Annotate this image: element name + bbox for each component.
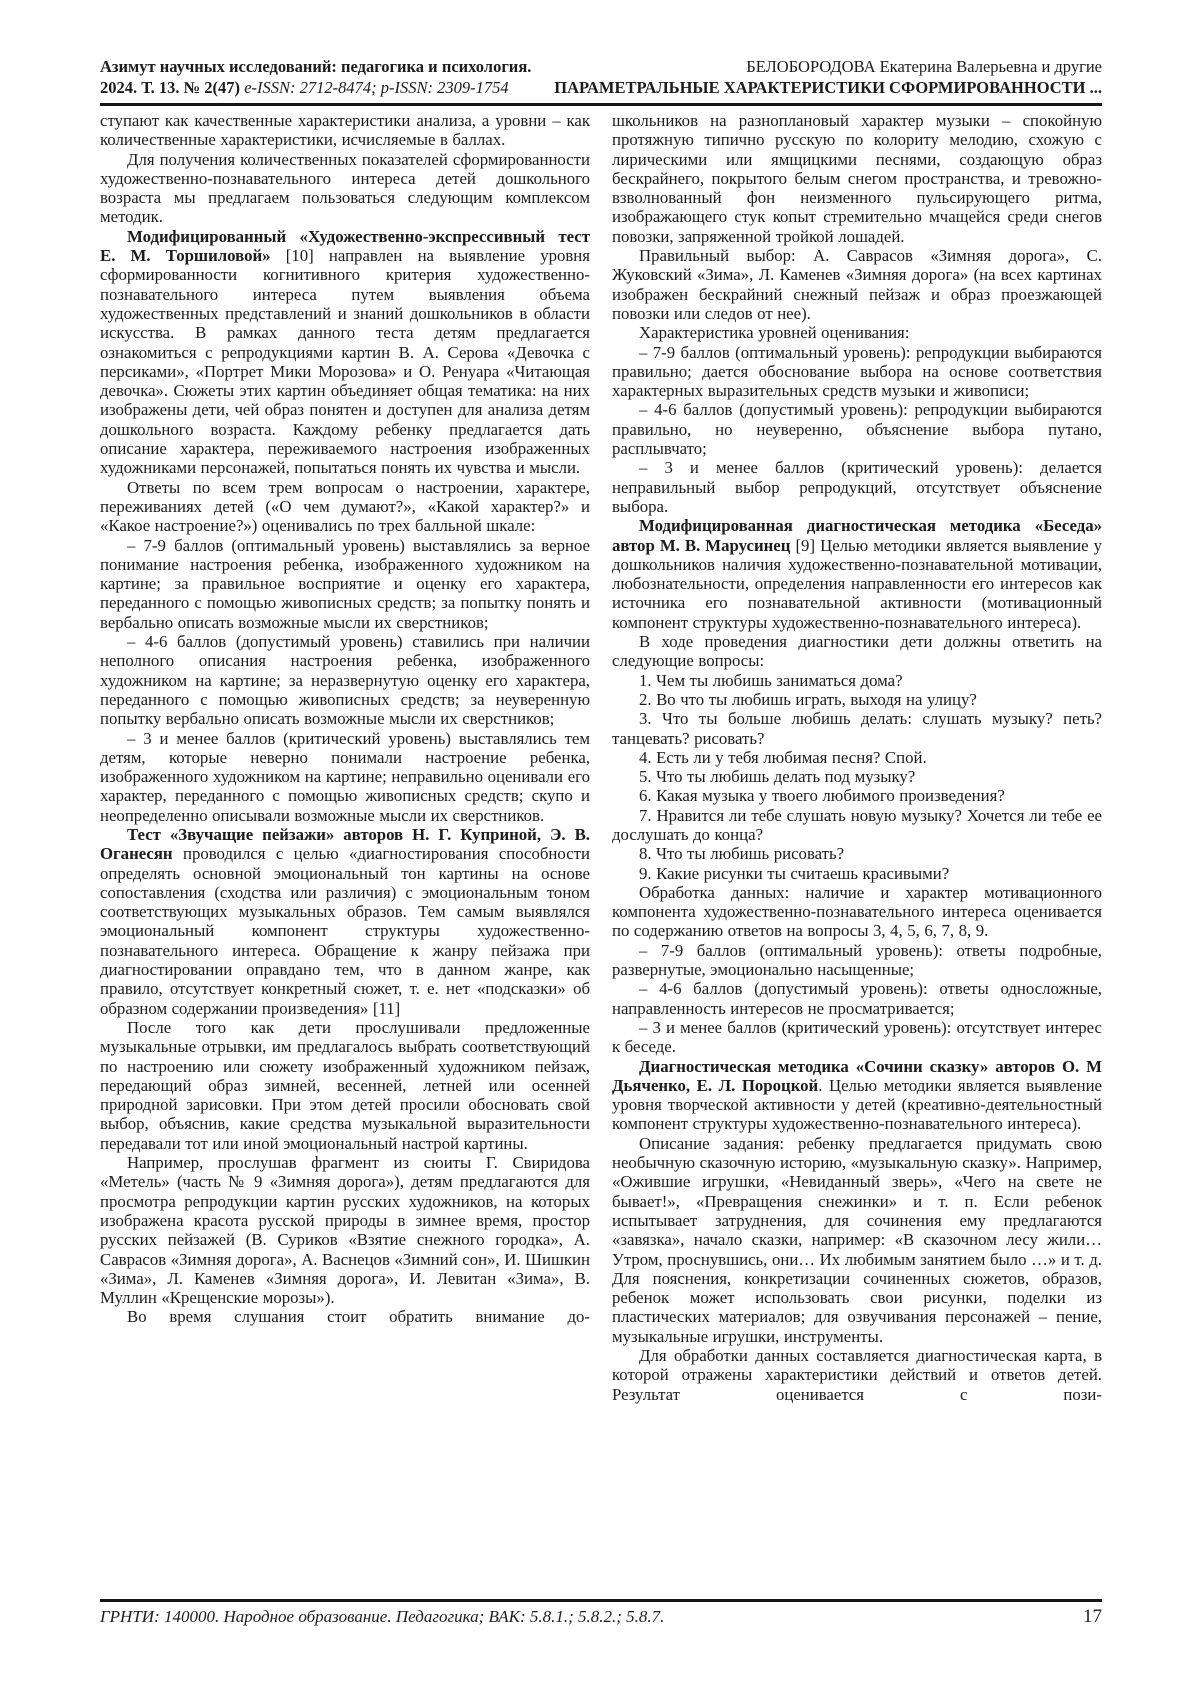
paragraph (612, 246, 1102, 323)
paragraph (612, 979, 1102, 1018)
text-run: Ответы по всем трем вопросам о настроении, характере, переживаниях детей («О чем думают?», «Какой характер?» и «Какое настроение?») оценивались по трех балльной шкале: (100, 477, 590, 536)
header-divider (100, 103, 1102, 106)
paragraph (100, 111, 590, 150)
text-run: После того как дети прослушивали предложенные музыкальные отрывки, им предлагалось выбрать соответствующий по настроению или сюжету изображенный художником пейзаж, передающий образ зимней, весенней, летней или осенней природной зарисовки. При этом детей просили обосновать свой выбор, объяснив, какие средства музыкальной выразительности передавали тот или иной эмоциональный настрой картины. (100, 1017, 590, 1153)
paragraph (612, 941, 1102, 980)
paragraph (100, 478, 590, 536)
method-title: Диагностическая методика «Сочини сказку» авторов О. М Дьяченко, Е. Л. Пороцкой (612, 1056, 1102, 1095)
paragraph (100, 1307, 590, 1326)
paragraph (100, 729, 590, 825)
issue-info (100, 77, 531, 98)
paragraph (612, 343, 1102, 401)
text-run: – 7-9 баллов (оптимальный уровень) выставлялись за верное понимание настроения ребенка, изображенного художником на картине; за правильное восприятие и оценку его характера, переданного с помощью живописных средств; за попытку понять и вербально описать возможные мысли их сверстников; (100, 535, 590, 632)
paragraph (612, 400, 1102, 458)
paragraph (100, 632, 590, 728)
running-title: ПАРАМЕТРАЛЬНЫЕ ХАРАКТЕРИСТИКИ СФОРМИРОВАННОСТИ ... (554, 78, 1102, 97)
paragraph (612, 1134, 1102, 1346)
paragraph (100, 1018, 590, 1153)
text-run: проводился с целью «диагностирования способности определять основной эмоциональный тон картины на основе сопоставления (сходства или различия) с эмоциональным тоном соответствующих музыкальных образов. Тем самым выявлялся эмоциональный компонент структуры художественно-познавательного интереса. Обращение к жанру пейзажа при диагностировании оправдано тем, что в данном жанре, как правило, отсутствует конкретный сюжет, т. е. нет «подсказки» об образном содержании произведения» [11] (100, 844, 590, 1018)
text-run: 1. Чем ты любишь заниматься дома? (639, 670, 903, 690)
text-run: Например, прослушав фрагмент из сюиты Г. Свиридова «Метель» (часть № 9 «Зимняя дорога»), детям предлагаются для просмотра репродукции картин русских художников, на которых изображена красота русской природы в зимнее время, простор русских пейзажей (В. Суриков «Взятие снежного городка», А. Саврасов «Зимняя дорога», А. Васнецов «Зимний сон», И. Шишкин «Зима», Л. Каменев «Зимняя дорога», И. Левитан «Зима», В. Муллин «Крещенские морозы»). (100, 1153, 590, 1308)
paragraph (100, 227, 590, 478)
author-line: БЕЛОБОРОДОВА Екатерина Валерьевна и другие (746, 57, 1102, 76)
paragraph (612, 1346, 1102, 1404)
paragraph (612, 844, 1102, 863)
column-left (100, 111, 590, 1404)
method-title: Модифицированная диагностическая методика «Беседа» автор М. В. Марусинец (612, 516, 1102, 555)
page-footer (100, 1606, 1102, 1628)
article-body (100, 111, 1102, 1404)
text-run: ступают как качественные характеристики анализа, а уровни – как количественные характеристики, исчисляемые в баллах. (100, 111, 590, 150)
text-run: Во время слушания стоит обратить внимание до- (127, 1307, 590, 1327)
text-run: В ходе проведения диагностики дети должны ответить на следующие вопросы: (612, 632, 1102, 671)
paragraph (612, 709, 1102, 748)
text-run: – 4-6 баллов (допустимый уровень): репродукции выбираются правильно, но неуверенно, объяснение выбора путано, расплывчато; (612, 400, 1102, 459)
text-run: – 3 и менее баллов (критический уровень): делается неправильный выбор репродукций, отсутствует объяснение выбора. (612, 458, 1102, 516)
issue-issn: e-ISSN: 2712-8474; p-ISSN: 2309-1754 (244, 78, 509, 97)
paragraph (612, 458, 1102, 516)
text-run: Характеристика уровней оценивания: (639, 323, 910, 343)
page-number: 17 (1083, 1606, 1102, 1627)
text-run: 6. Какая музыка у твоего любимого произведения? (639, 786, 1005, 806)
text-run: – 7-9 баллов (оптимальный уровень): ответы подробные, развернутые, эмоционально насыщенные; (612, 940, 1102, 980)
paragraph (612, 1018, 1102, 1057)
paragraph (100, 150, 590, 227)
text-run: Для обработки данных составляется диагностическая карта, в которой отражены характеристики действий и ответов детей. Результат оценивается с пози- (612, 1346, 1102, 1404)
text-run: 8. Что ты любишь рисовать? (639, 844, 845, 864)
text-run: Описание задания: ребенку предлагается придумать свою необычную сказочную историю, «музыкальную сказку». Например, «Ожившие игрушки, «Невиданный зверь», «Чего на свете не бывает!», «Превращения снежинки» и т. п. Если ребенок испытывает затруднения, для сочинения ему предлагаются «завязка», начало сказки, например: «В сказочном лесу жили… Утром, проснувшись, они… Их любимым занятием было …» и т. д. Для пояснения, конкретизации сочиненных сюжетов, образов, ребенок может использовать свои рисунки, поделки из пластических материалов; для озвучивания персонажей – пение, музыкальные игрушки, инструменты. (612, 1133, 1102, 1346)
paragraph (612, 806, 1102, 845)
text-run: [10] направлен на выявление уровня сформированности когнитивного критерия художественно-познавательного интереса путем выявления объема художественных представлений и знаний дошкольников в области искусства. В рамках данного теста детям предлагается ознакомиться с репродукциями картин В. А. Серова «Девочка с персиками», «Портрет Мики Морозова» и О. Ренуара «Читающая девочка». Сюжеты этих картин объединяет общая тематика: на них изображены дети, чей образ понятен и доступен для анализа детям дошкольного возраста. Каждому ребенку предлагается дать описание характера, переживаемого настроения изображенных художниками персонажей, попытаться понять их чувства и мысли. (100, 246, 590, 478)
footer-divider (100, 1599, 1102, 1602)
method-title: Тест «Звучащие пейзажи» авторов Н. Г. Куприной, Э. В. Оганесян (100, 824, 590, 864)
paragraph (612, 864, 1102, 883)
text-run: 5. Что ты любишь делать под музыку? (639, 767, 916, 787)
method-title: Модифицированный «Художественно-экспрессивный тест Е. М. Торшиловой» (100, 226, 590, 266)
paragraph (100, 825, 590, 1018)
paragraph (612, 690, 1102, 709)
paragraph (100, 1153, 590, 1307)
text-run: Обработка данных: наличие и характер мотивационного компонента художественно-познавательного интереса оценивается по содержанию ответов на вопросы 3, 4, 5, 6, 7, 8, 9. (612, 882, 1102, 941)
text-run: 4. Есть ли у тебя любимая песня? Спой. (639, 747, 927, 767)
paragraph (612, 516, 1102, 632)
paragraph (100, 536, 590, 632)
text-run: – 4-6 баллов (допустимый уровень) ставились при наличии неполного описания настроения ребенка, изображенного художником на картине; за неразвернутую оценку его характера, переданного с помощью живописных средств; за неуверенную попытку вербально описать возможные мысли их сверстников; (100, 632, 590, 729)
text-run: – 3 и менее баллов (критический уровень): отсутствует интерес к беседе. (612, 1017, 1102, 1057)
text-run: – 7-9 баллов (оптимальный уровень): репродукции выбираются правильно; дается обоснование выбора на основе соответствия характерных выразительных средств музыки и живописи; (612, 342, 1102, 401)
journal-info (100, 56, 531, 98)
journal-title: Азимут научных исследований: педагогика и психология. (100, 57, 532, 76)
paragraph (612, 632, 1102, 671)
page-header (100, 56, 1102, 98)
text-run: – 4-6 баллов (допустимый уровень): ответы односложные, направленность интересов не просматривается; (612, 979, 1102, 1018)
issue-volume: 2024. Т. 13. № 2(47) (100, 78, 241, 97)
text-run: 9. Какие рисунки ты считаешь красивыми? (639, 863, 950, 883)
article-info (554, 56, 1102, 98)
text-run: [9] Целью методики является выявление у дошкольников наличия художественно-познавательной мотивации, любознательности, определения направленности его интересов как источника его познавательной активности (мотивационный компонент структуры художественно-познавательного интереса). (612, 535, 1102, 632)
text-run: 2. Во что ты любишь играть, выходя на улицу? (639, 689, 977, 709)
paragraph (612, 767, 1102, 786)
text-run: школьников на разноплановый характер музыки – спокойную протяжную типично русскую по колориту мелодию, схожую с лирическими или ямщицкими песнями, создающую образ бескрайнего, покрытого белым снегом пространства, и тревожно-взволнованный фон неизменного пульсирующего ритма, изображающего стук копыт стремительно мчащейся среди снегов повозки, запряженной тройкой лошадей. (612, 111, 1102, 246)
paragraph (612, 111, 1102, 246)
paragraph (612, 786, 1102, 805)
column-right (612, 111, 1102, 1404)
text-run: 7. Нравится ли тебе слушать новую музыку? Хочется ли тебе ее дослушать до конца? (612, 805, 1102, 844)
text-run: . Целью методики является выявление уровня творческой активности у детей (креативно-деятельностный компонент структуры художественно-познавательного интереса). (612, 1075, 1102, 1134)
text-run: Для получения количественных показателей сформированности художественно-познавательного интереса детей дошкольного возраста мы предлагаем пользоваться следующим комплексом методик. (100, 149, 590, 227)
paragraph (612, 323, 1102, 342)
text-run: 3. Что ты больше любишь делать: слушать музыку? петь? танцевать? рисовать? (612, 709, 1102, 748)
footer-classification: ГРНТИ: 140000. Народное образование. Педагогика; ВАК: 5.8.1.; 5.8.2.; 5.8.7. (100, 1607, 665, 1626)
text-run: Правильный выбор: А. Саврасов «Зимняя дорога», С. Жуковский «Зима», Л. Каменев «Зимняя дорога» (на всех картинах изображен бескрайний снежный пейзаж и образ проезжающей повозки или следов от нее). (612, 246, 1102, 323)
text-run: – 3 и менее баллов (критический уровень) выставлялись тем детям, которые неверно понимали настроение ребенка, изображенного художником на картине; неправильно оценивали его характер, переданного с помощью живописных средств; скупо и неопределенно описывали возможные мысли их сверстников. (100, 728, 590, 825)
paragraph (612, 671, 1102, 690)
paragraph (612, 883, 1102, 941)
paragraph (612, 1057, 1102, 1134)
paragraph (612, 748, 1102, 767)
